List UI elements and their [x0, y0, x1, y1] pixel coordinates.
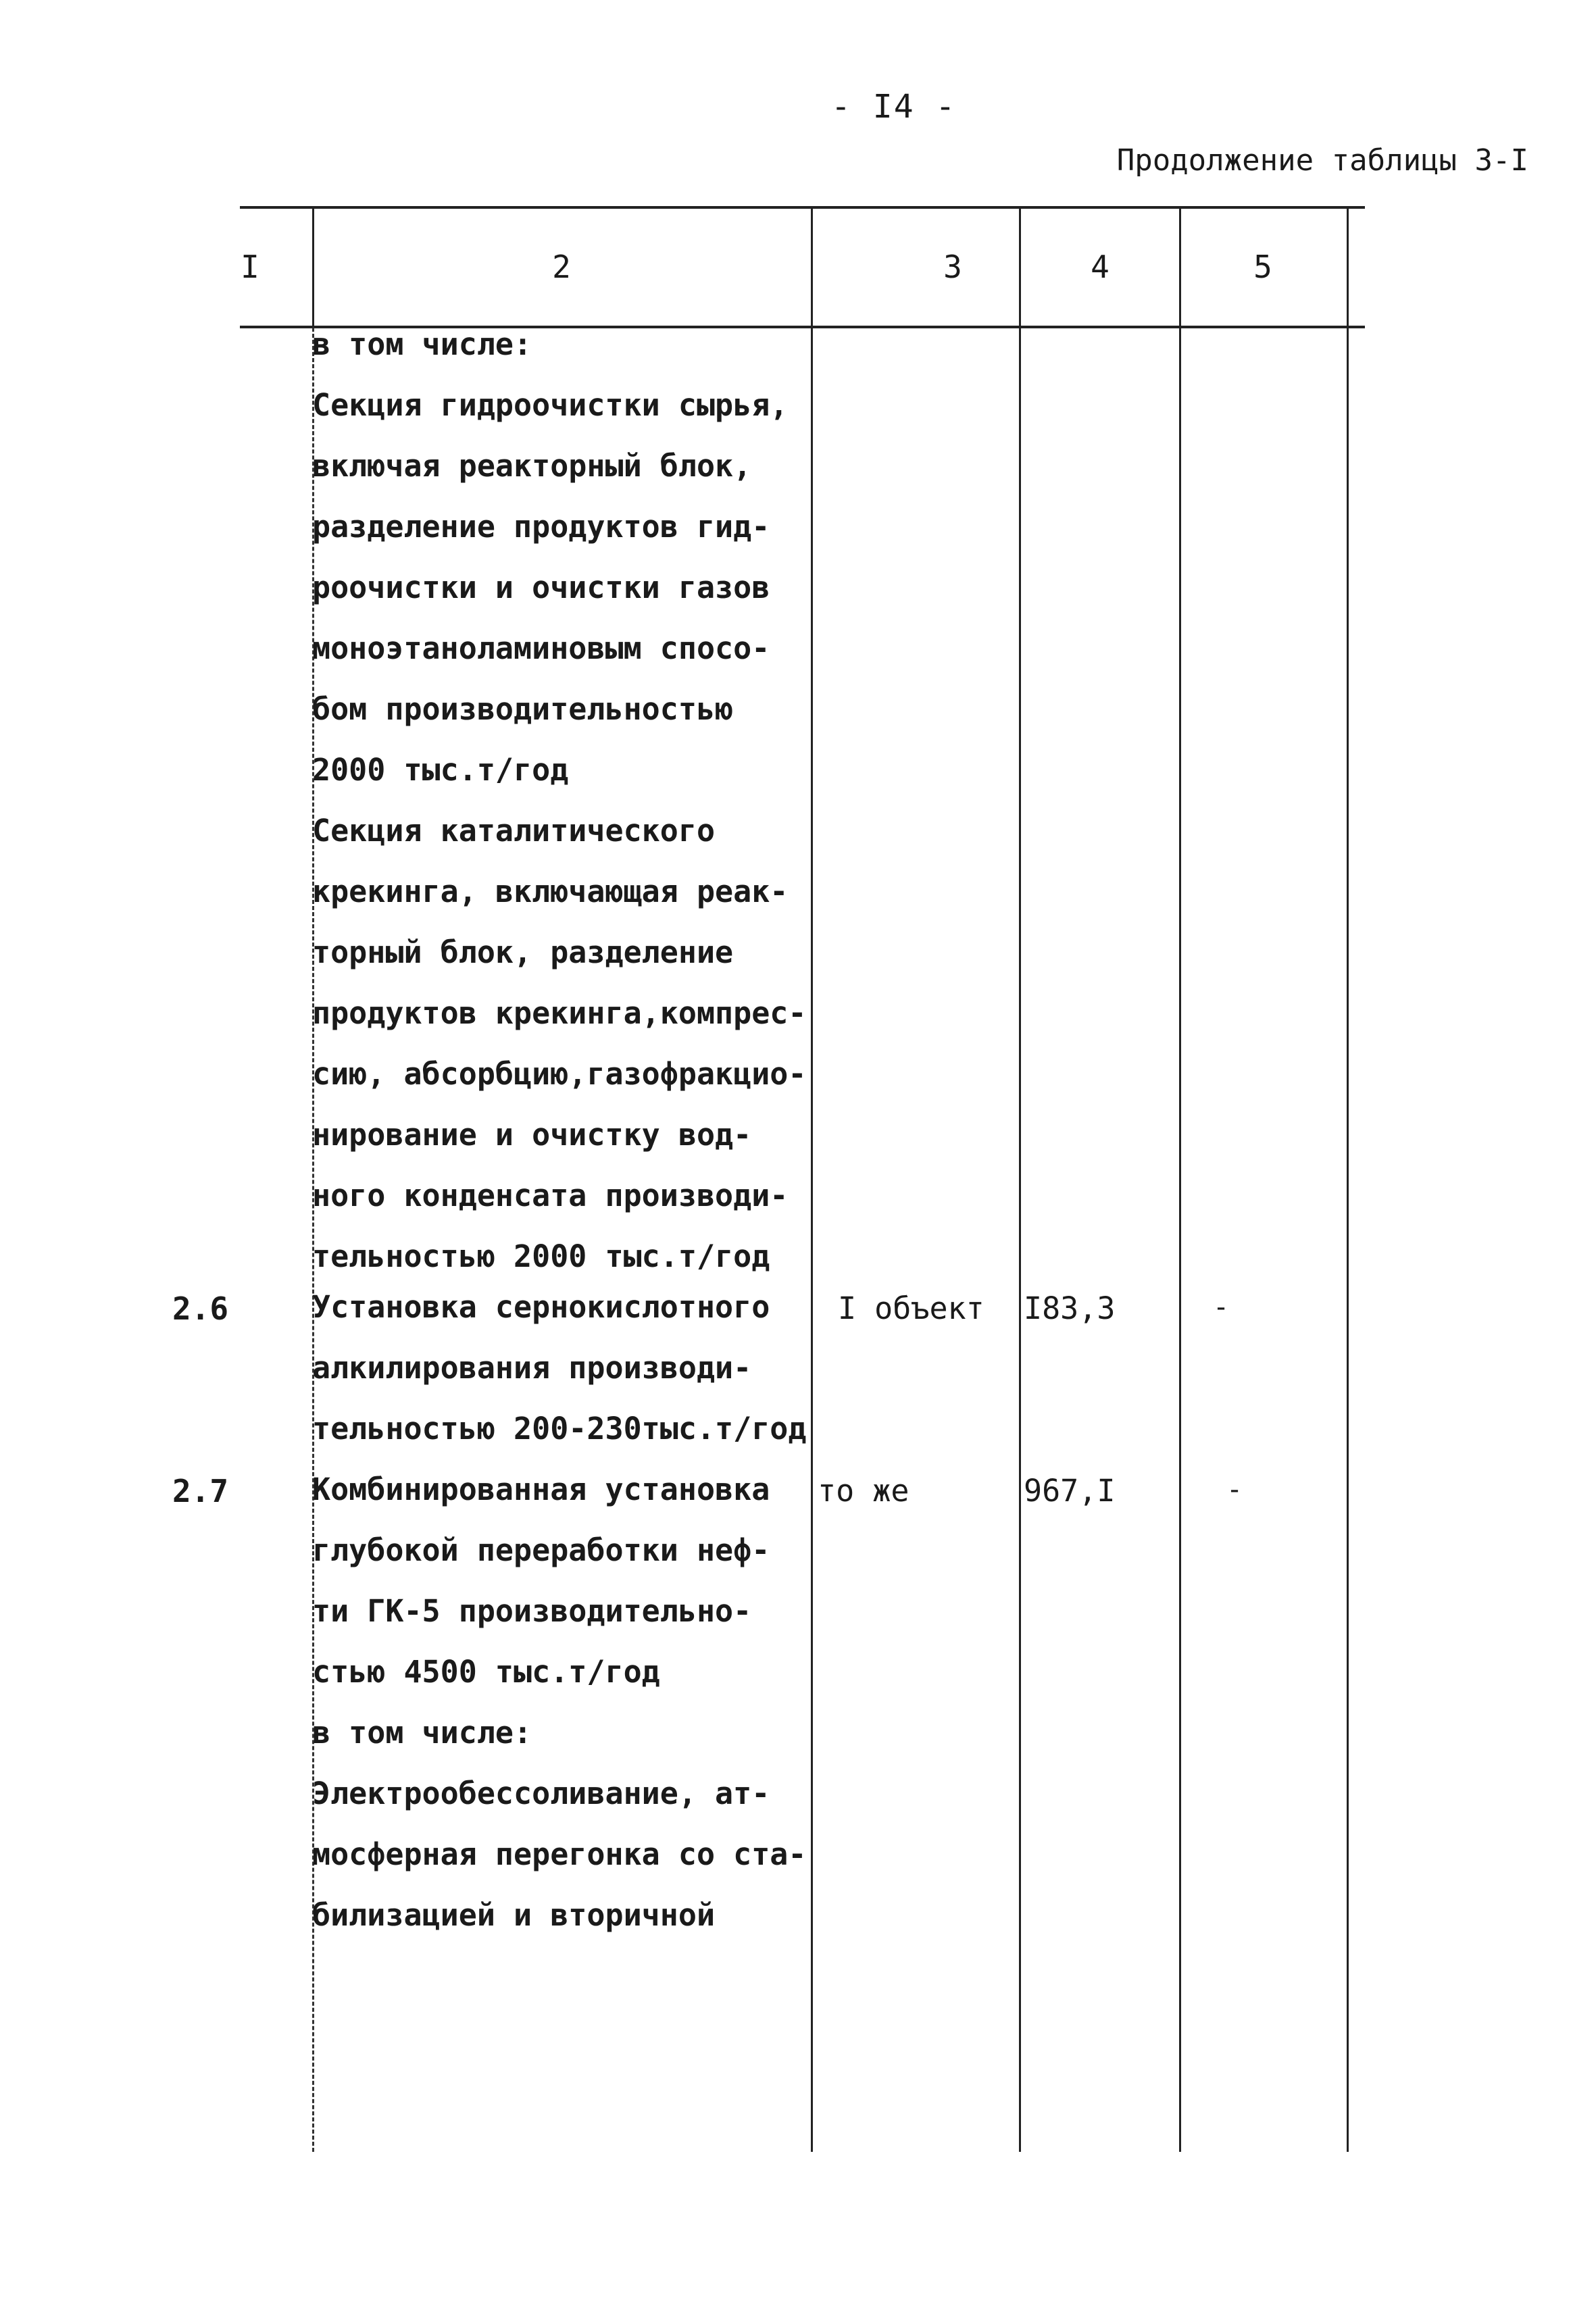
row-number-2-6: 2.6 [172, 1290, 229, 1327]
description-line: крекинга, включающая реак- [312, 874, 789, 909]
row-number-2-7: 2.7 [172, 1473, 229, 1509]
description-line: Комбинированная установка [312, 1472, 770, 1507]
description-line: моноэтаноламиновым спосо- [312, 630, 770, 666]
description-line: глубокой переработки неф- [312, 1532, 770, 1568]
row-2-7-col5: - [1226, 1474, 1243, 1505]
description-line: тельностью 200-230тыс.т/год [312, 1411, 807, 1447]
column-divider-3 [1019, 206, 1021, 2152]
header-col-2: 2 [552, 249, 571, 285]
description-line: ти ГК-5 производительно- [312, 1593, 752, 1629]
description-line: сию, абсорбцию,газофракцио- [312, 1056, 807, 1092]
row-2-7-description [312, 1459, 826, 1946]
row-2-6-unit: I объект [838, 1290, 984, 1326]
continued-description [312, 314, 826, 1287]
description-line: нирование и очистку вод- [312, 1117, 752, 1153]
description-line: Секция каталитического [312, 813, 716, 849]
description-line: тельностью 2000 тыс.т/год [312, 1238, 770, 1274]
description-line: в том числе: [312, 1715, 532, 1751]
header-col-5: 5 [1253, 249, 1272, 285]
description-line: Электрообессоливание, ат- [312, 1776, 770, 1811]
row-2-6-value: I83,3 [1024, 1290, 1116, 1326]
description-line: алкилирования производи- [312, 1350, 752, 1386]
description-line: Установка сернокислотного [312, 1289, 770, 1325]
description-line: ного конденсата производи- [312, 1178, 789, 1213]
description-line: разделение продуктов гид- [312, 509, 770, 545]
description-line: мосферная перегонка со ста- [312, 1836, 807, 1872]
description-line: включая реакторный блок, [312, 448, 752, 484]
column-divider-4 [1179, 206, 1181, 2152]
description-line: роочистки и очистки газов [312, 570, 770, 605]
page-number: - I4 - [831, 88, 957, 126]
table-top-rule [240, 206, 1365, 209]
description-line: в том числе: [312, 326, 532, 362]
header-col-4: 4 [1091, 249, 1109, 285]
header-col-3: 3 [943, 249, 962, 285]
row-2-7-unit: то же [818, 1473, 909, 1509]
row-2-6-description [312, 1277, 826, 1459]
description-line: продуктов крекинга,компрес- [312, 995, 807, 1031]
row-2-6-col5: - [1213, 1292, 1230, 1323]
description-line: стью 4500 тыс.т/год [312, 1654, 660, 1690]
table-continuation-label: Продолжение таблицы 3-I [1116, 143, 1528, 178]
column-divider-5 [1347, 206, 1349, 2152]
header-col-1: I [241, 249, 259, 285]
description-line: Секция гидроочистки сырья, [312, 387, 789, 423]
description-line: торный блок, разделение [312, 934, 734, 970]
description-line: 2000 тыс.т/год [312, 752, 569, 788]
description-line: билизацией и вторичной [312, 1897, 716, 1933]
description-line: бом производительностью [312, 691, 734, 727]
row-2-7-value: 967,I [1024, 1473, 1116, 1509]
